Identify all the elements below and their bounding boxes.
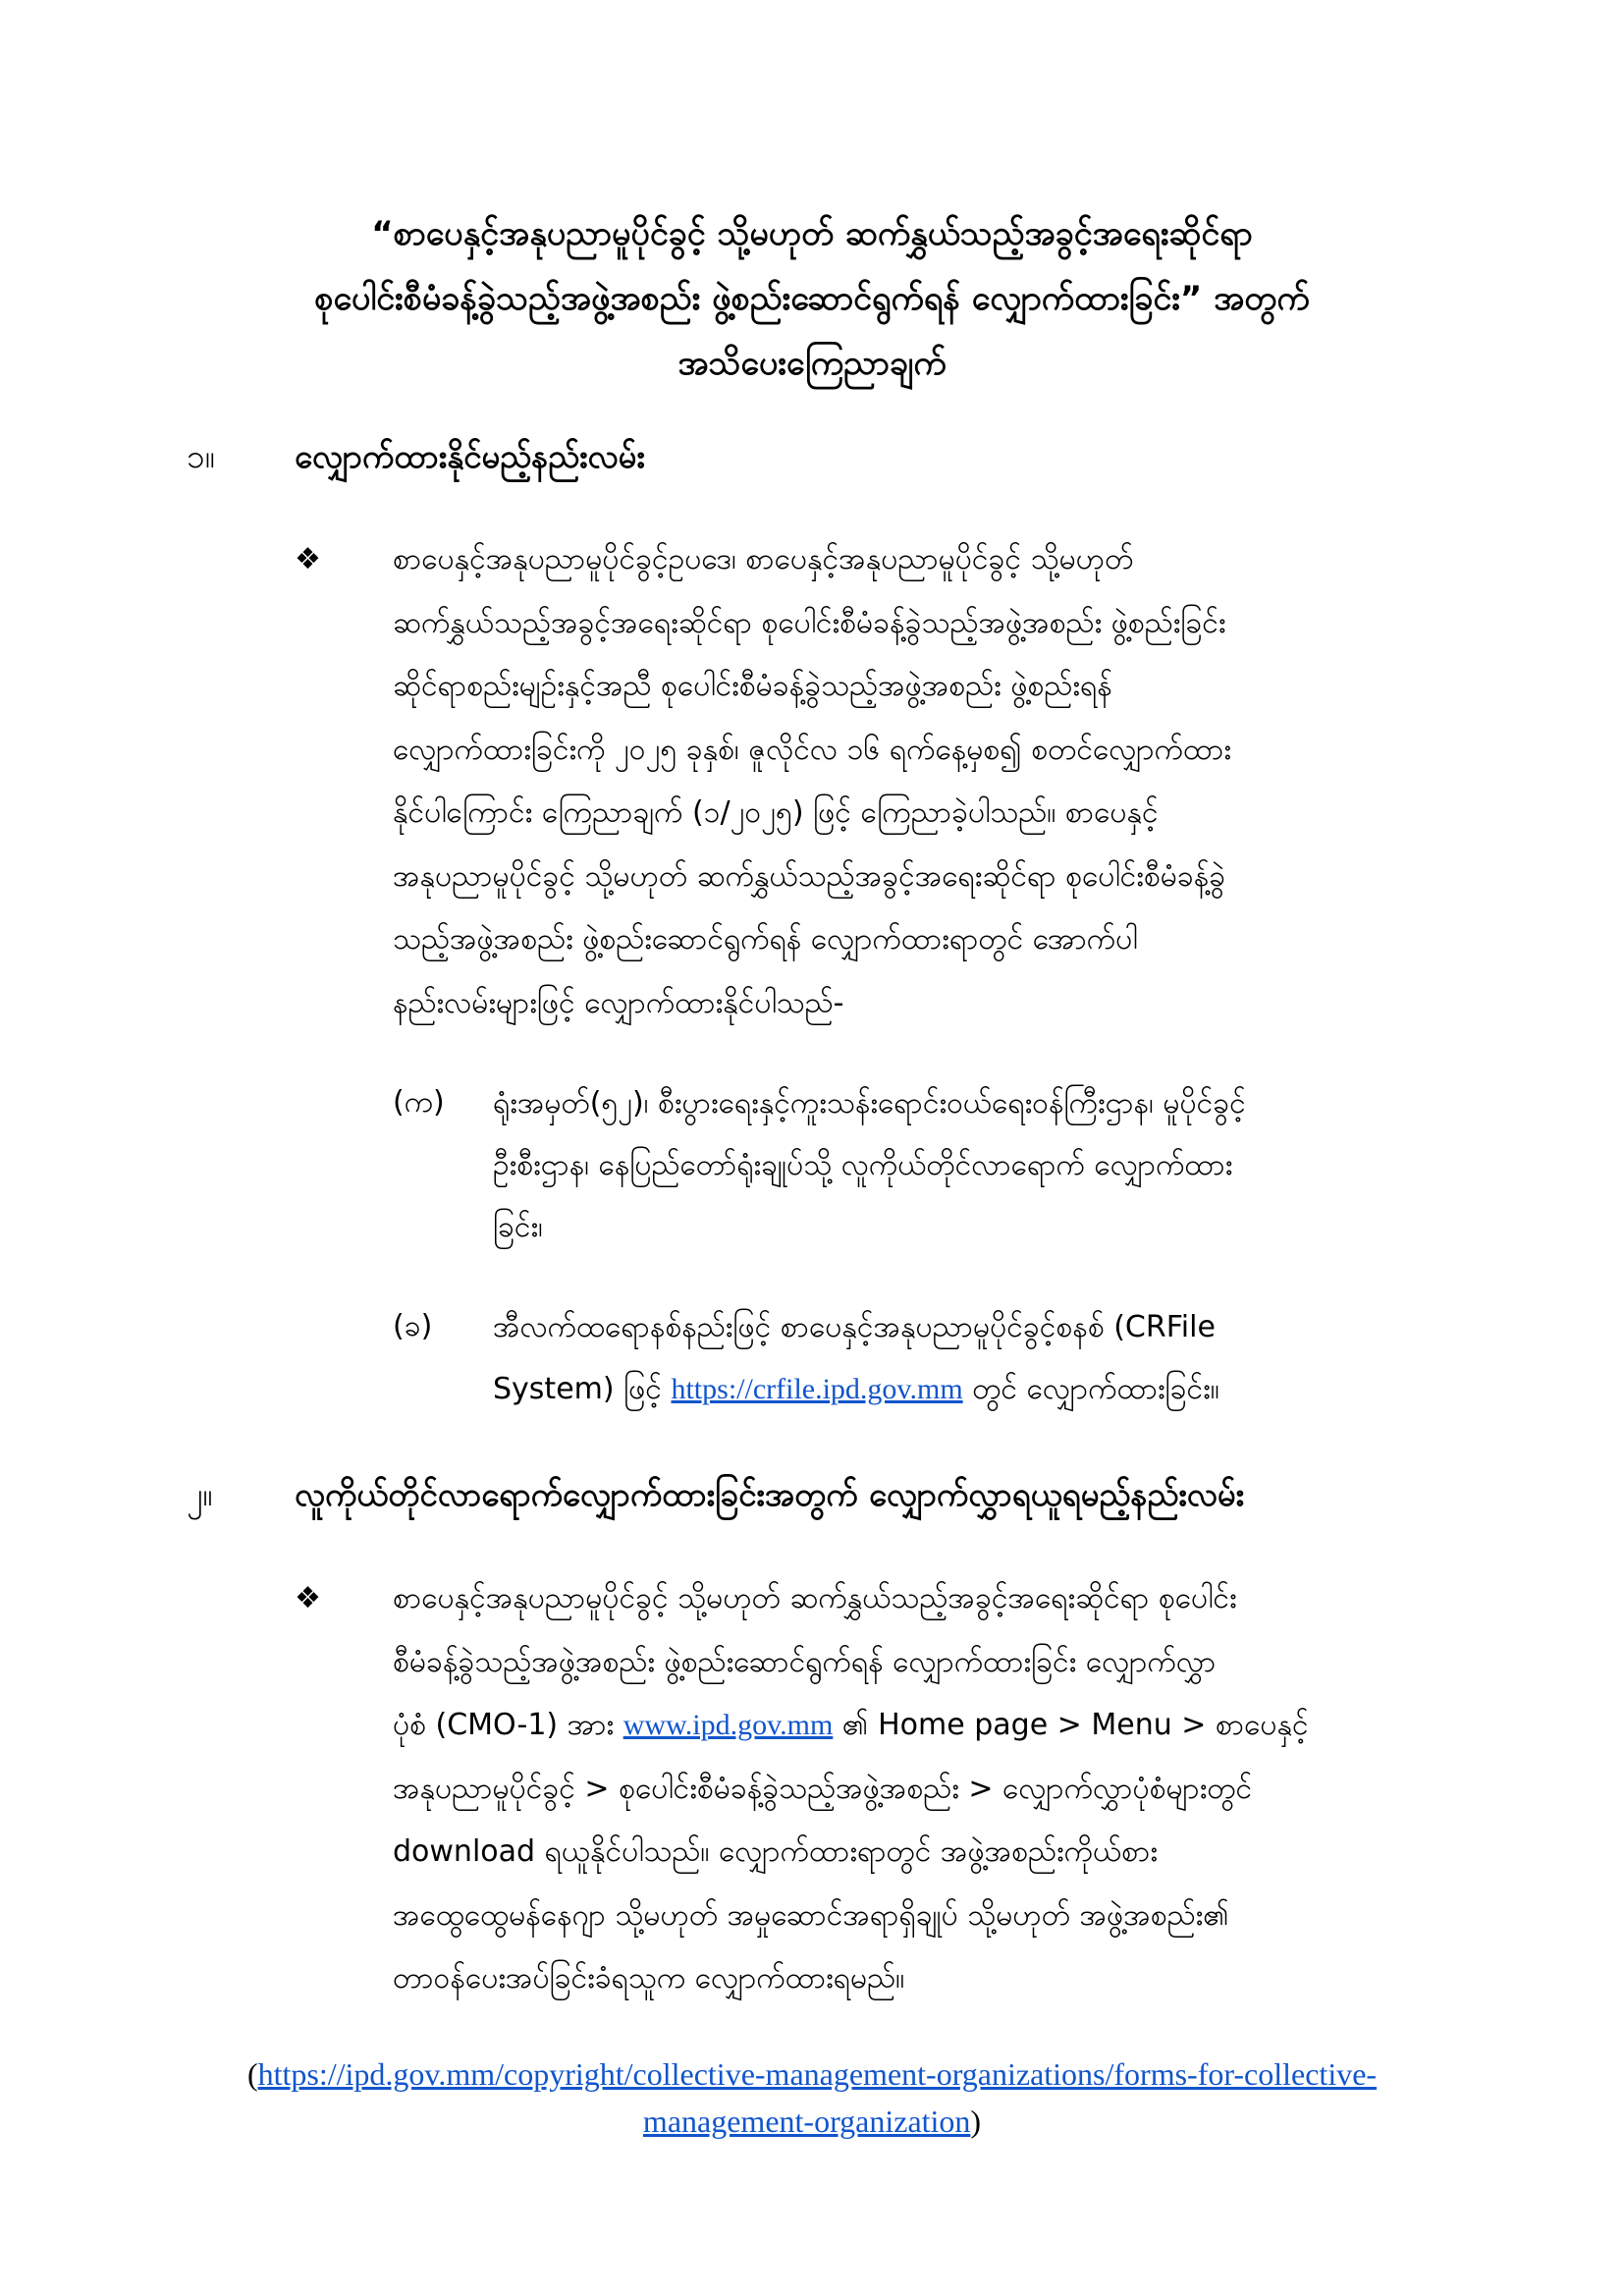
paragraph-line: သည့်အဖွဲ့အစည်း ဖွဲ့စည်းဆောင်ရွက်ရန် လျှောက်ထားရာတွင် အောက်ပါ (393, 922, 1138, 957)
open-paren: ( (246, 2056, 258, 2092)
crfile-link[interactable]: https://crfile.ipd.gov.mm (671, 1373, 963, 1405)
paragraph-line: နည်းလမ်းများဖြင့် လျှောက်ထားနိုင်ပါသည်- (393, 985, 844, 1020)
source-line-2 (196, 2098, 1428, 2145)
paragraph-line: အထွေထွေမန်နေဂျာ သို့မဟုတ် အမှုဆောင်အရာရှိချုပ် သို့မဟုတ် အဖွဲ့အစည်း၏ (393, 1897, 1229, 1933)
paragraph-line: စီမံခန့်ခွဲသည့်အဖွဲ့အစည်း ဖွဲ့စည်းဆောင်ရွက်ရန် လျှောက်ထားခြင်း လျှောက်လွှာ (393, 1644, 1217, 1679)
paragraph-line: download ရယူနိုင်ပါသည်။ လျှောက်ထားရာတွင် အဖွဲ့အစည်းကိုယ်စား (393, 1834, 1158, 1869)
paragraph-segment: ၏ Home page > Menu > စာပေနှင့် (833, 1708, 1309, 1742)
sub-item-b-prefix: System) ဖြင့် (493, 1372, 672, 1406)
bullet-icon: ❖ (295, 1581, 321, 1615)
sub-item-b-label: (ခ) (393, 1309, 433, 1343)
sub-item-line: အီလက်ထရောနစ်နည်းဖြင့် စာပေနှင့်အနုပညာမူပိုင်ခွင့်စနစ် (CRFile (493, 1310, 1216, 1344)
sub-item-a-text (493, 1072, 1492, 1258)
paragraph-segment: ပုံစံ (CMO-1) အား (393, 1708, 623, 1742)
source-reference (196, 2050, 1428, 2145)
section-1-title: လျှောက်ထားနိုင်မည့်နည်းလမ်း (295, 437, 645, 475)
bullet-icon: ❖ (295, 542, 321, 576)
ipd-website-link[interactable]: www.ipd.gov.mm (623, 1709, 834, 1741)
title-line-1: “စာပေနှင့်အနုပညာမူပိုင်ခွင့် သို့မဟုတ် ဆက်နွှယ်သည့်အခွင့်အရေးဆိုင်ရာ (371, 214, 1253, 253)
source-url-link-part-1[interactable]: https://ipd.gov.mm/copyright/collective-management-organizations/forms-for-collective- (257, 2056, 1378, 2092)
section-2-number: ၂။ (187, 1475, 213, 1513)
paragraph-line: နိုင်ပါကြောင်း ကြေညာချက် (၁/၂၀၂၅) ဖြင့် ကြေညာခဲ့ပါသည်။ စာပေနှင့် (393, 795, 1159, 830)
paragraph-line (393, 1694, 1492, 1758)
paragraph-line: အနုပညာမူပိုင်ခွင့် > စုပေါင်းစီမံခန့်ခွဲသည့်အဖွဲ့အစည်း > လျှောက်လွှာပုံစံများတွင် (393, 1771, 1253, 1806)
section-1-number: ၁။ (187, 437, 215, 475)
title-line-2: စုပေါင်းစီမံခန့်ခွဲသည့်အဖွဲ့အစည်း ဖွဲ့စည်းဆောင်ရွက်ရန် လျှောက်ထားခြင်း” အတွက် (314, 279, 1310, 318)
sub-item-line (493, 1358, 1492, 1420)
paragraph-line: စာပေနှင့်အနုပညာမူပိုင်ခွင့် သို့မဟုတ် ဆက်နွှယ်သည့်အခွင့်အရေးဆိုင်ရာ စုပေါင်း (393, 1581, 1237, 1615)
paragraph-line: တာဝန်ပေးအပ်ခြင်းခံရသူက လျှောက်ထားရမည်။ (393, 1961, 905, 1995)
source-line-1 (196, 2050, 1428, 2098)
source-url-link-part-2[interactable]: management-organization (642, 2104, 971, 2139)
paragraph-line: ဆိုင်ရာစည်းမျဉ်းနှင့်အညီ စုပေါင်းစီမံခန့်ခွဲသည့်အဖွဲ့အစည်း ဖွဲ့စည်းရန် (393, 669, 1112, 703)
sub-item-b-suffix: တွင် လျှောက်ထားခြင်း။ (962, 1372, 1219, 1406)
document-title (196, 201, 1428, 396)
paragraph-line: စာပေနှင့်အနုပညာမူပိုင်ခွင့်ဥပဒေ၊ စာပေနှင့်အနုပညာမူပိုင်ခွင့် သို့မဟုတ် (393, 542, 1134, 576)
close-paren: ) (970, 2104, 982, 2139)
sub-item-a-label: (က) (393, 1085, 445, 1120)
paragraph-line: ဆက်နွှယ်သည့်အခွင့်အရေးဆိုင်ရာ စုပေါင်းစီမံခန့်ခွဲသည့်အဖွဲ့အစည်း ဖွဲ့စည်းခြင်း (393, 605, 1226, 640)
paragraph-line: လျှောက်ထားခြင်းကို ၂၀၂၅ ခုနှစ်၊ ဇူလိုင်လ ၁၆ ရက်နေ့မှစ၍ စတင်လျှောက်ထား (393, 732, 1231, 767)
section-2-title: လူကိုယ်တိုင်လာရောက်လျှောက်ထားခြင်းအတွက် လျှောက်လွှာရယူရမည့်နည်းလမ်း (295, 1475, 1244, 1513)
sub-item-line: ဦးစီးဌာန၊ နေပြည်တော်ရုံးချုပ်သို့ လူကိုယ်တိုင်လာရောက် လျှောက်ထား (493, 1148, 1233, 1182)
section-1-paragraph (393, 528, 1492, 1035)
paragraph-line: အနုပညာမူပိုင်ခွင့် သို့မဟုတ် ဆက်နွှယ်သည့်အခွင့်အရေးဆိုင်ရာ စုပေါင်းစီမံခန့်ခွဲ (393, 858, 1226, 894)
sub-item-line: ခြင်း၊ (493, 1210, 543, 1244)
section-2-paragraph (393, 1567, 1492, 2011)
sub-item-line: ရုံးအမှတ်(၅၂)၊ စီးပွားရေးနှင့်ကူးသန်းရောင်းဝယ်ရေးဝန်ကြီးဌာန၊ မူပိုင်ခွင့် (493, 1086, 1246, 1121)
sub-item-b-text (493, 1296, 1492, 1420)
title-line-3: အသိပေးကြေညာချက် (677, 344, 947, 383)
